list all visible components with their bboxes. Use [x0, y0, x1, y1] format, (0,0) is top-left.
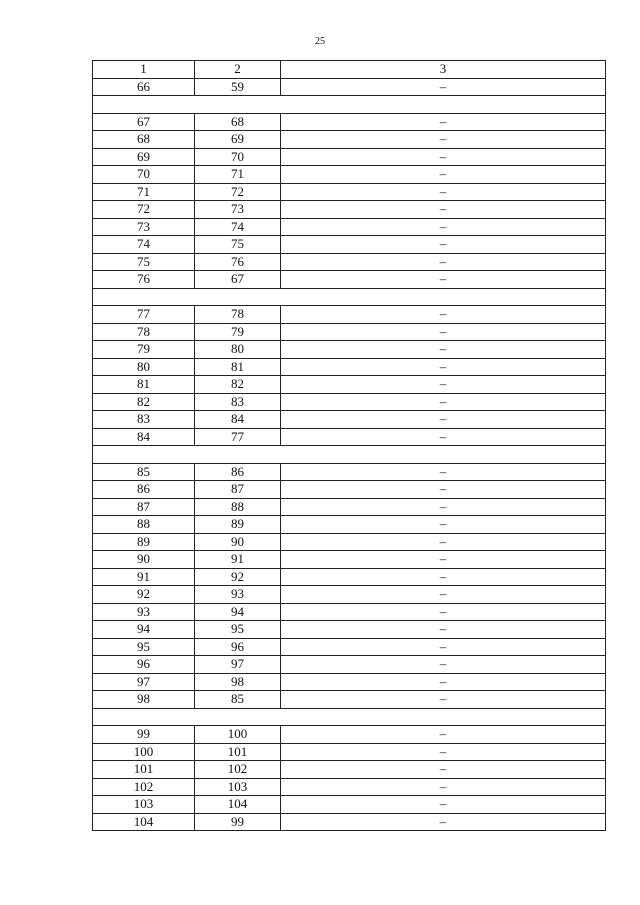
table-cell-col2: 83: [195, 393, 281, 411]
table-cell-col2: 82: [195, 376, 281, 394]
table-cell-col1: 100: [93, 743, 195, 761]
column-header-2: 2: [195, 61, 281, 79]
table-row: [93, 656, 606, 674]
table-row: [93, 218, 606, 236]
table-cell-col3: –: [281, 796, 606, 814]
table-cell-col2: 81: [195, 358, 281, 376]
table-cell-col3: –: [281, 218, 606, 236]
table-cell-col1: 68: [93, 131, 195, 149]
column-header-1: 1: [93, 61, 195, 79]
table-cell-col2: 86: [195, 463, 281, 481]
table-cell-col2: 93: [195, 586, 281, 604]
table-cell-col3: –: [281, 323, 606, 341]
table-cell-col1: 69: [93, 148, 195, 166]
table-cell-col3: –: [281, 551, 606, 569]
table-row: [93, 813, 606, 831]
table-cell-col3: –: [281, 498, 606, 516]
table-cell-col2: 87: [195, 481, 281, 499]
table-cell-col1: 82: [93, 393, 195, 411]
table-cell-col2: 75: [195, 236, 281, 254]
table-cell-col2: 69: [195, 131, 281, 149]
table-cell-col1: 74: [93, 236, 195, 254]
table-cell-col3: –: [281, 621, 606, 639]
table-cell-col1: 71: [93, 183, 195, 201]
table-row: [93, 78, 606, 96]
table-cell-col3: –: [281, 463, 606, 481]
table-cell-col3: –: [281, 341, 606, 359]
table-cell-col3: –: [281, 481, 606, 499]
table-row: [93, 761, 606, 779]
table-row: [93, 166, 606, 184]
table-cell-col1: 102: [93, 778, 195, 796]
table-cell-col3: –: [281, 236, 606, 254]
table-cell-col1: 99: [93, 726, 195, 744]
table-cell-col1: 104: [93, 813, 195, 831]
table-cell-col2: 70: [195, 148, 281, 166]
table-cell-col1: 75: [93, 253, 195, 271]
table-row: [93, 393, 606, 411]
table-cell-col2: 88: [195, 498, 281, 516]
page-number: 25: [315, 36, 325, 47]
header-row: [93, 61, 606, 79]
table-row: [93, 131, 606, 149]
separator-cell: [93, 446, 606, 464]
table-row: [93, 113, 606, 131]
table-cell-col3: –: [281, 743, 606, 761]
table-cell-col1: 89: [93, 533, 195, 551]
table-row: [93, 691, 606, 709]
table-cell-col1: 92: [93, 586, 195, 604]
table-cell-col1: 83: [93, 411, 195, 429]
table-cell-col3: –: [281, 726, 606, 744]
table-cell-col3: –: [281, 656, 606, 674]
table-cell-col2: 92: [195, 568, 281, 586]
table-cell-col1: 85: [93, 463, 195, 481]
table-cell-col2: 79: [195, 323, 281, 341]
table-cell-col3: –: [281, 673, 606, 691]
table-row: [93, 271, 606, 289]
table-row: [93, 201, 606, 219]
table-row: [93, 498, 606, 516]
table-cell-col1: 86: [93, 481, 195, 499]
table-cell-col1: 96: [93, 656, 195, 674]
table-cell-col1: 84: [93, 428, 195, 446]
table-row: [93, 428, 606, 446]
table-cell-col2: 71: [195, 166, 281, 184]
table-row: [93, 533, 606, 551]
table-cell-col1: 76: [93, 271, 195, 289]
table-cell-col1: 66: [93, 78, 195, 96]
table-cell-col2: 78: [195, 306, 281, 324]
table-cell-col1: 95: [93, 638, 195, 656]
table-row: [93, 603, 606, 621]
group-separator-row: [93, 446, 606, 464]
table-cell-col2: 102: [195, 761, 281, 779]
table-cell-col2: 94: [195, 603, 281, 621]
table-cell-col2: 97: [195, 656, 281, 674]
table-row: [93, 796, 606, 814]
table-row: [93, 743, 606, 761]
table-row: [93, 253, 606, 271]
table-row: [93, 568, 606, 586]
table-cell-col2: 68: [195, 113, 281, 131]
table-cell-col1: 90: [93, 551, 195, 569]
table-cell-col1: 91: [93, 568, 195, 586]
table-cell-col2: 98: [195, 673, 281, 691]
table-cell-col1: 81: [93, 376, 195, 394]
table-cell-col1: 94: [93, 621, 195, 639]
table-cell-col2: 59: [195, 78, 281, 96]
separator-cell: [93, 708, 606, 726]
table-cell-col3: –: [281, 691, 606, 709]
table-cell-col3: –: [281, 253, 606, 271]
table-row: [93, 236, 606, 254]
table-cell-col1: 88: [93, 516, 195, 534]
table-row: [93, 323, 606, 341]
table-cell-col2: 89: [195, 516, 281, 534]
table-row: [93, 306, 606, 324]
table-cell-col3: –: [281, 813, 606, 831]
data-table: [92, 60, 606, 831]
table-cell-col1: 72: [93, 201, 195, 219]
table-cell-col3: –: [281, 761, 606, 779]
table-cell-col1: 98: [93, 691, 195, 709]
table-cell-col2: 96: [195, 638, 281, 656]
table-cell-col1: 103: [93, 796, 195, 814]
table-cell-col3: –: [281, 131, 606, 149]
table-cell-col3: –: [281, 603, 606, 621]
table-cell-col2: 91: [195, 551, 281, 569]
table-cell-col3: –: [281, 778, 606, 796]
table-row: [93, 481, 606, 499]
table-row: [93, 463, 606, 481]
table-cell-col2: 73: [195, 201, 281, 219]
table-cell-col2: 77: [195, 428, 281, 446]
table-cell-col3: –: [281, 166, 606, 184]
table-cell-col1: 77: [93, 306, 195, 324]
table-cell-col3: –: [281, 568, 606, 586]
table-cell-col1: 93: [93, 603, 195, 621]
table-cell-col2: 84: [195, 411, 281, 429]
table-cell-col3: –: [281, 411, 606, 429]
table-row: [93, 778, 606, 796]
table-row: [93, 411, 606, 429]
table-cell-col1: 97: [93, 673, 195, 691]
table-cell-col3: –: [281, 358, 606, 376]
table-cell-col2: 80: [195, 341, 281, 359]
table-cell-col3: –: [281, 306, 606, 324]
table-row: [93, 358, 606, 376]
table-cell-col1: 87: [93, 498, 195, 516]
table-cell-col3: –: [281, 586, 606, 604]
table-cell-col2: 99: [195, 813, 281, 831]
table-cell-col2: 76: [195, 253, 281, 271]
table-cell-col3: –: [281, 113, 606, 131]
table-cell-col3: –: [281, 183, 606, 201]
group-separator-row: [93, 708, 606, 726]
table-row: [93, 376, 606, 394]
table-cell-col2: 74: [195, 218, 281, 236]
table-cell-col3: –: [281, 148, 606, 166]
table-cell-col1: 78: [93, 323, 195, 341]
table-row: [93, 183, 606, 201]
table-row: [93, 148, 606, 166]
separator-cell: [93, 96, 606, 114]
table-cell-col3: –: [281, 638, 606, 656]
table-cell-col2: 95: [195, 621, 281, 639]
table-row: [93, 516, 606, 534]
table-row: [93, 638, 606, 656]
table-cell-col3: –: [281, 78, 606, 96]
table-cell-col3: –: [281, 533, 606, 551]
table-body: [93, 78, 606, 831]
table-cell-col3: –: [281, 271, 606, 289]
table-cell-col2: 67: [195, 271, 281, 289]
separator-cell: [93, 288, 606, 306]
table-row: [93, 551, 606, 569]
table-cell-col3: –: [281, 201, 606, 219]
column-header-3: 3: [281, 61, 606, 79]
table-cell-col3: –: [281, 393, 606, 411]
table-cell-col3: –: [281, 428, 606, 446]
group-separator-row: [93, 288, 606, 306]
table-row: [93, 726, 606, 744]
table-cell-col1: 101: [93, 761, 195, 779]
table-cell-col3: –: [281, 376, 606, 394]
table-row: [93, 673, 606, 691]
table-cell-col2: 85: [195, 691, 281, 709]
table-row: [93, 621, 606, 639]
table-cell-col3: –: [281, 516, 606, 534]
table-cell-col2: 103: [195, 778, 281, 796]
table-cell-col1: 80: [93, 358, 195, 376]
table-cell-col1: 70: [93, 166, 195, 184]
table-cell-col2: 90: [195, 533, 281, 551]
table-cell-col2: 104: [195, 796, 281, 814]
group-separator-row: [93, 96, 606, 114]
table-cell-col1: 73: [93, 218, 195, 236]
table-cell-col2: 100: [195, 726, 281, 744]
table-cell-col1: 67: [93, 113, 195, 131]
table-cell-col1: 79: [93, 341, 195, 359]
table-row: [93, 341, 606, 359]
table-row: [93, 586, 606, 604]
table-cell-col2: 72: [195, 183, 281, 201]
table-cell-col2: 101: [195, 743, 281, 761]
